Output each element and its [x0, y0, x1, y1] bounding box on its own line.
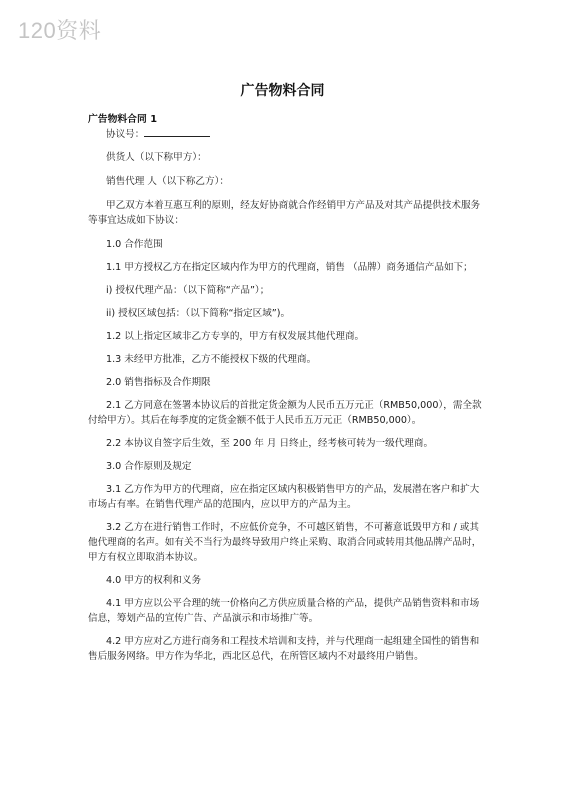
- clause-4-1: 4.1 甲方应以公平合理的统一价格向乙方供应质量合格的产品，提供产品销售资料和市场信息，筹划产品的宣传广告、产品演示和市场推广等。: [88, 598, 480, 624]
- clause-4-2: 4.2 甲方应对乙方进行商务和工程技术培训和支持，并与代理商一起组建全国性的销售和售后服务网络。甲方作为华北，西北区总代，在所管区域内不对最终用户销售。: [88, 636, 480, 662]
- distributor-line: 销售代理 人（以下称乙方）：: [106, 176, 229, 187]
- clause-4-0-heading: 4.0 甲方的权利和义务: [106, 575, 202, 586]
- preamble-paragraph: 甲乙双方本着互惠互利的原则，经友好协商就合作经销甲方产品及对其产品提供技术服务等事宜达成如下协议：: [88, 200, 481, 226]
- agreement-number-blank: [144, 127, 210, 137]
- clause-1-0-heading: 1.0 合作范围: [106, 239, 163, 250]
- clause-3-2: 3.2 乙方在进行销售工作时，不应低价竞争，不可越区销售，不可蓄意诋毁甲方和 / 或其他代理商的名声。如有关不当行为最终导致用户终止采购、取消合同或转用其他品牌产品时，甲方有权立即取消本协议。: [88, 522, 482, 563]
- clause-1-1: 1.1 甲方授权乙方在指定区域内作为甲方的代理商，销售 （品牌）商务通信产品如下；: [106, 262, 473, 273]
- clause-1-3: 1.3 未经甲方批准，乙方不能授权下级的代理商。: [106, 354, 317, 365]
- clause-2-1: 2.1 乙方同意在签署本协议后的首批定货金额为人民币五万元正（RMB50,000），需全款付给甲方）。其后在每季度的定货金额不低于人民币五万元正（RMB50,000）。: [88, 400, 482, 426]
- document-body: [88, 112, 488, 664]
- clause-2-0-heading: 2.0 销售指标及合作期限: [106, 377, 211, 388]
- clause-1-2: 1.2 以上指定区域非乙方专享的，甲方有权发展其他代理商。: [106, 331, 365, 342]
- supplier-line: 供货人（以下称甲方）：: [106, 152, 207, 163]
- agreement-number-line: [88, 127, 488, 142]
- watermark-logo: 120资料: [18, 18, 102, 43]
- clause-2-2: 2.2 本协议自签字后生效，至 200 年 月 日终止，经考核可转为一级代理商。: [106, 438, 434, 449]
- clause-3-1: 3.1 乙方作为甲方的代理商，应在指定区域内积极销售甲方的产品，发展潜在客户和扩大市场占有率。在销售代理产品的范围内，应以甲方的产品为主。: [88, 484, 480, 510]
- clause-3-0-heading: 3.0 合作原则及规定: [106, 461, 192, 472]
- section-title: 广告物料合同 1: [88, 114, 158, 125]
- agreement-number-label: 协议号：: [106, 129, 145, 140]
- clause-1-1-i: i) 授权代理产品：（以下简称“产品”）；: [106, 285, 270, 296]
- document-title: 广告物料合同: [240, 83, 325, 99]
- clause-1-1-ii: ii) 授权区域包括：（以下简称“指定区域”)。: [106, 308, 291, 319]
